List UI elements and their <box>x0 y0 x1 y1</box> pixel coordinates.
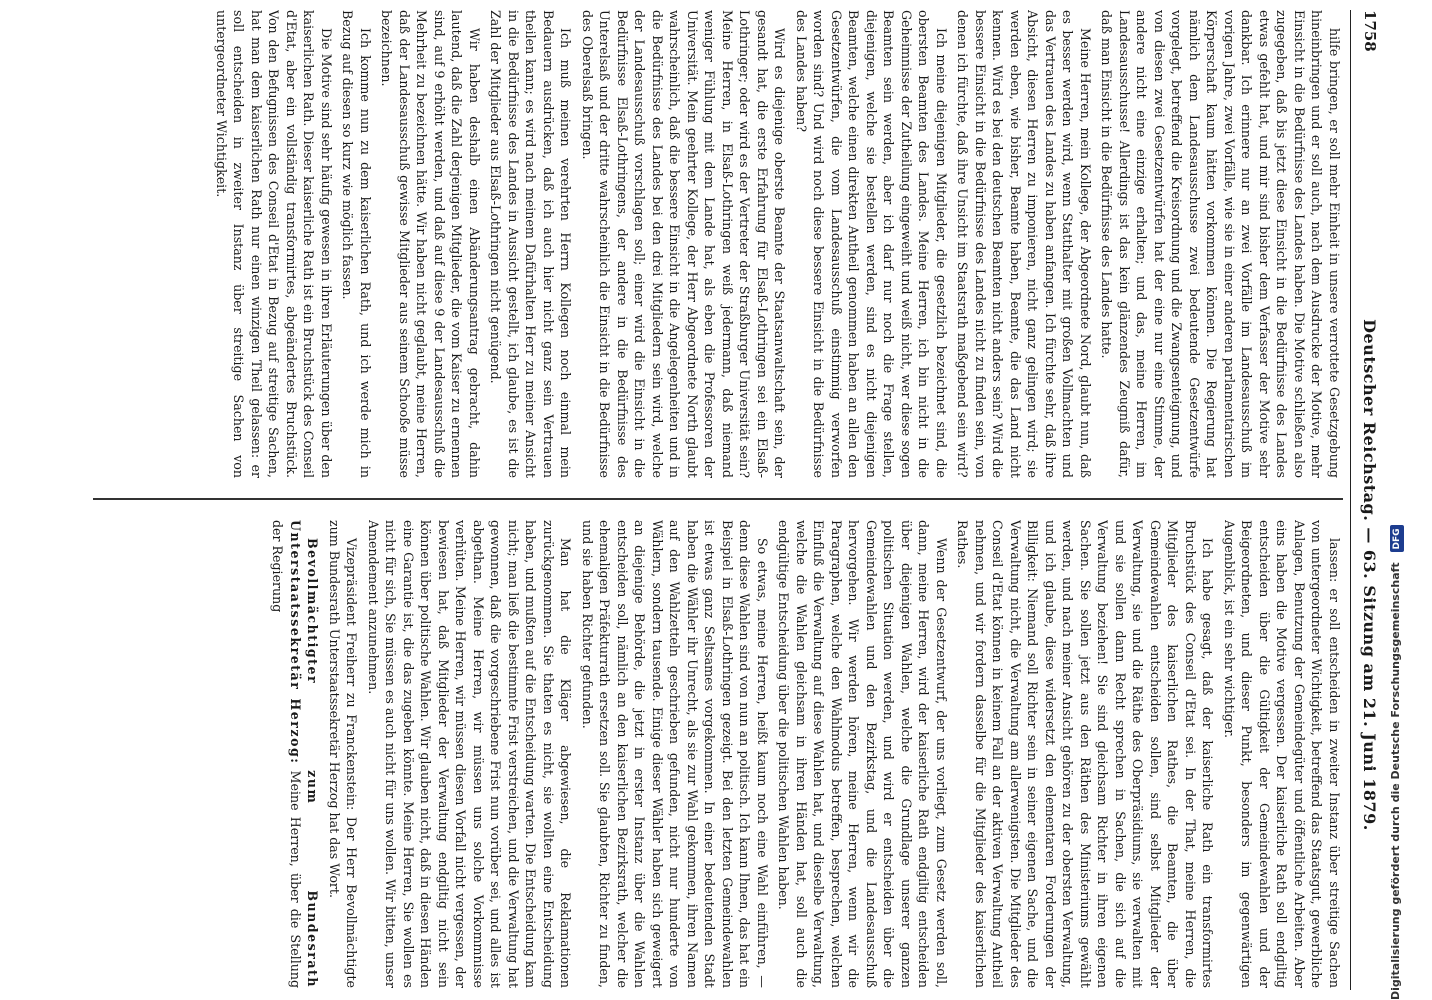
paragraph: Ich muß meinen verehrten Herrn Kollegen noch einmal mein Bedauern ausdrücken, daß ich auch hier nicht ganz sein Vertrauen theilen kann; es wird nach meinem Dafürhalten Herr zu meiner Ansicht in die Bedürfnisse des Landes in Aussicht gestellt, ich glaube, es ist die Zahl der Mitglieder aus Elsaß-Lothringen nicht genügend. <box>488 10 574 478</box>
paragraph: Wenn der Gesetzentwurf, der uns vorliegt, zum Gesetz werden soll, dann, meine Herren, wird der kaiserliche Rath endgiltig entscheiden über diejenigen Wahlen, welche die Grundlage unserer ganzen politischen Situation werden, und wird er entscheiden über die Gemeindewahlen und den Bezirkstag, und die Landesausschuß hervorgehen. Wir werden hören, meine Herren, wenn wir die Paragraphen, welche den Wahlmodus betreffen, besprechen, welchen Einfluß die Verwaltung auf diese Wahlen hat, und dieselbe Verwaltung, welche die Wahlen gleichsam in ihren Händen hat, soll auch die endgültige Entscheidung über die politischen Wahlen haben. <box>776 520 949 988</box>
column-divider <box>93 498 1343 500</box>
page-title: Deutscher Reichstag. — 63. Sitzung am 21. Juni 1879. <box>1360 319 1379 831</box>
credit-text: Digitalisierung gefördert durch die Deutsche Forschungsgemeinschaft <box>1389 562 1402 1000</box>
dfg-logo-icon: DFG <box>1390 525 1404 552</box>
paragraph: hilfe bringen, er soll mehr Einheit in unsere verrottete Gesetzgebung hineinbringen und er soll auch, nach dem Ausdrucke der Motive, mehr Einsicht in die Bedürfnisse des Landes haben. Die Motive schließen also zugegeben, daß bis jetzt diese Einsicht in die Bedürfnisse des Landes etwas gefehlt hat, und mir sind bisher dem Verfasser der Motive sehr dankbar. Ich erinnere nur an zwei Vorfälle im Landesausschuß im vorigen Jahre, zwei Vorfälle, wie sie in einer anderen parlamentarischen Körperschaft kaum hätten vorkommen können. Die Regierung hat nämlich dem Landesausschusse zwei bedeutende Gesetzentwürfe vorgelegt, betreffend die Kreisordnung und die Zwangsenteignung, und von diesen zwei Gesetzentwürfen hat der eine nur eine Stimme, der andere nicht eine einzige erhalten; und das, meine Herren, im Landesausschusse! Allerdings ist das kein glänzendes Zeugniß dafür, daß man Einsicht in die Bedürfnisse des Landes hatte. <box>1099 10 1342 478</box>
paragraph: Ich habe gesagt, daß der kaiserliche Rath ein transformirtes Bruchstück des Conseil d'Etat sei. In der That, meine Herren, die Mitglieder des kaiserlichen Rathes, die Beamten, die über Gemeindewahlen entscheiden sollen, sind selbst Mitglieder der Verwaltung, sie und die Räthe des Oberpräsidiums, sie verwalten mit und sie sollen dann Recht sprechen in Sachen, die sich auf die Verwaltung beziehen! Sie sind gleichsam Richter in ihren eigenen Sachen. Sie sollen jetzt aus den Räthen des Ministeriums gewählt werden, und nach meiner Ansicht gehören zu der obersten Verwaltung, und ich glaube, diese widersetzt den elementaren Forderungen der Billigkeit: Niemand soll Richter sein in seiner eigenen Sache, und die Verwaltung nicht, die Verwaltung am allerwenigsten. Die Mitglieder des Conseil d'Etat können in keinem Fall an der aktiven Verwaltung Antheil nehmen, und wir fordern dasselbe für die Mitglieder des kaiserlichen Rathes. <box>955 520 1216 988</box>
paragraph: So etwas, meine Herren, heißt kaum noch eine Wahl einführen, — denn diese Wahlen sind von nun an politisch. Ich kann Ihnen, das hat ein Beispiel in Elsaß-Lothringen gezeigt. Bei den letzten Gemeindewahlen ist etwas ganz Seltsames vorgekommen. In einer bedeutenden Stadt haben die Wähler ihr Unrecht, als sie zur Wahl gekommen, ihren Namen auf den Wahlzetteln geschrieben gefunden, nicht nur hunderte von Wählern, sondern tausende. Einige dieser Wähler haben sich geweigert an diejenige Behörde, die jetzt in erster Instanz über die Wahlen entscheiden soll, nämlich an den kaiserlichen Bezirksrath, welcher die ehemaligen Präfekturrath ersetzen soll. Sie glaubten, Richter zu finden, und sie haben Richter gefunden. <box>580 520 770 988</box>
digitization-credit <box>1389 480 1407 1000</box>
paragraph: Wir haben deshalb einen Abänderungsantrag gebracht, dahin lautend, daß die Zahl derjenigen Mitglieder, die vom Kaiser zu ernennen sind, auf 9 erhöht werden, und daß auf diese 9 der Landesausschuß die Mehrheit zu bezeichnen hätte. Wir haben nicht geglaubt, meine Herren, daß der Landesausschuß gewisse Mitglieder aus seinem Schooße müsse bezeichnen. <box>379 10 482 478</box>
paragraph: Ich meine diejenigen Mitglieder, die gesetzlich bezeichnet sind, die obersten Beamten des Landes. Meine Herren, ich bin nicht in die Geheimnisse der Zutheilung eingeweiht und weiß nicht, wer diese sogen Beamten sein werden, aber ich darf nur noch die Frage stellen, diejenigen, welche sie bestellen werden, sind es nicht diejenigen Beamten, welche einen direkten Antheil genommen haben an allen den Gesetzentwürfen, die vom Landesausschuß einstimmig verworfen worden sind? Und wird noch diese bessere Einsicht in die Bedürfnisse des Landes haben? <box>794 10 949 478</box>
speaker-name: Bevollmächtigter zum Bundesrath Unterstaatssekretär Herzog: <box>288 520 321 988</box>
speech-text: Meine Herren, über die Stellung der Regierung <box>270 520 303 988</box>
left-column <box>83 10 1343 478</box>
page-header <box>1350 10 1385 990</box>
paragraph: Ich komme nun zu dem kaiserlichen Rath, und ich werde mich in Bezug auf diesen so kurz wie möglich fassen. <box>340 10 373 478</box>
page-number: 1758 <box>1361 10 1379 52</box>
paragraph: Vizepräsident Freiherr zu Franckenstein: Der Herr Bevollmächtigte zum Bundesrath Unterstaatssekretär Herzog hat das Wort. <box>327 520 360 988</box>
newspaper-page <box>75 10 1385 990</box>
paragraph: lassen: er soll entscheiden in zweiter Instanz über streitige Sachen von untergeordneter Wichtigkeit, betreffend das Staatsgut, gewerbliche Anlagen, Benutzung der Gemeindegüter und öffentliche Arbeiten. Aber eins haben die Motive vergessen. Der kaiserliche Rath soll endgiltig entscheiden über die Gültigkeit der Gemeindewahlen und der Beigeordneten, und dieser Punkt, besonders im gegenwärtigen Augenblick, ist ein sehr wichtiger. <box>1222 520 1342 988</box>
paragraph: Meine Herren, mein Kollege, der Abgeordnete Nord, glaubt nun, daß es besser werden wird, wenn Statthalter mit großen Vollmachten und das Vertrauen des Landes zu haben anfangen. Ich fürchte sehr, daß ihre Absicht, diesen Herren zu imponieren, nicht ganz gelingen wird; sie werden eben, wie bisher, Beamte haben, Beamte, die das Land nicht kennen. Wird es bei den deutschen Beamten nicht anders sein? Wird die bessere Einsicht in die Bedürfnisse des Landes nicht zu finden sein, von denen ich fürchte, daß ihre Unsicht im Staatsrath maßgebend sein wird? <box>955 10 1093 478</box>
right-column <box>83 520 1343 988</box>
speaker-paragraph <box>269 520 322 988</box>
paragraph: Die Motive sind sehr häufig gewesen in ihren Erläuterungen über den kaiserlichen Rath. Dieser kaiserliche Rath ist ein Bruchstück des Conseil d'Etat, aber ein vollständig transformirtes, abgeändertes Bruchstück. Von den Befugnissen des Conseil d'Etat in Bezug auf streitige Sachen, hat man dem kaiserlichen Rath nur einen winzigen Theil gelassen: er soll entscheiden in zweiter Instanz über streitige Sachen von untergeordneter Wichtigkeit. <box>214 10 334 478</box>
paragraph: Wird es diejenige oberste Beamte der Staatsanwaltschaft sein, der gesandt hat, die erste Erfahrung für Elsaß-Lothringen sei ein Elsaß-Lothringer; oder wird es der Vertreter der Straßburger Universität sein? Meine Herren, in Elsaß-Lothringen weiß jedermann, daß niemand weniger Fühlung mit dem Lande hat, als eben die Professoren der Universität. Mein geehrter Kollege, der Herr Abgeordnete North glaubt wahrscheinlich, daß die bessere Einsicht in die Angelegenheiten und in die Bedürfnisse des Landes bei den drei Mitgliedern sein wird, welche der Landesausschuß vorschlagen soll; einer wird die Einsicht in die Bedürfnisse Elsaß-Lothringens, der andere in die Bedürfnisse des Unterelsaß und der dritte wahrscheinlich die Einsicht in die Bedürfnisse des Oberelsaß bringen. <box>580 10 788 478</box>
paragraph: Man hat die Kläger abgewiesen, die Reklamationen zurückgenommen. Sie thaten es nicht, sie wollten eine Entscheidung haben, und mußten auf die Entscheidung warten. Die Entscheidung kam nicht; man ließ die bestimmte Frist verstreichen, und die Verwaltung hat gewonnen, daß die vorgeschriebene Frist nun vorüber sei, und alles ist abgethan. Meine Herren, wir müssen uns solche Vorkommnisse verhüten. Meine Herren, wir müssen diesen Vorfall nicht vergessen, der bewiesen hat, daß Mitglieder der Verwaltung endgiltig nicht sein können über politische Wahlen. Wir glauben nicht, daß in diesen Händen eine Garantie ist, die das zugeben könnte. Meine Herren, Sie wollen es nicht für sich, Sie müssen es auch nicht für uns wollen. Wir bitten, unser Amendement anzunehmen. <box>366 520 574 988</box>
